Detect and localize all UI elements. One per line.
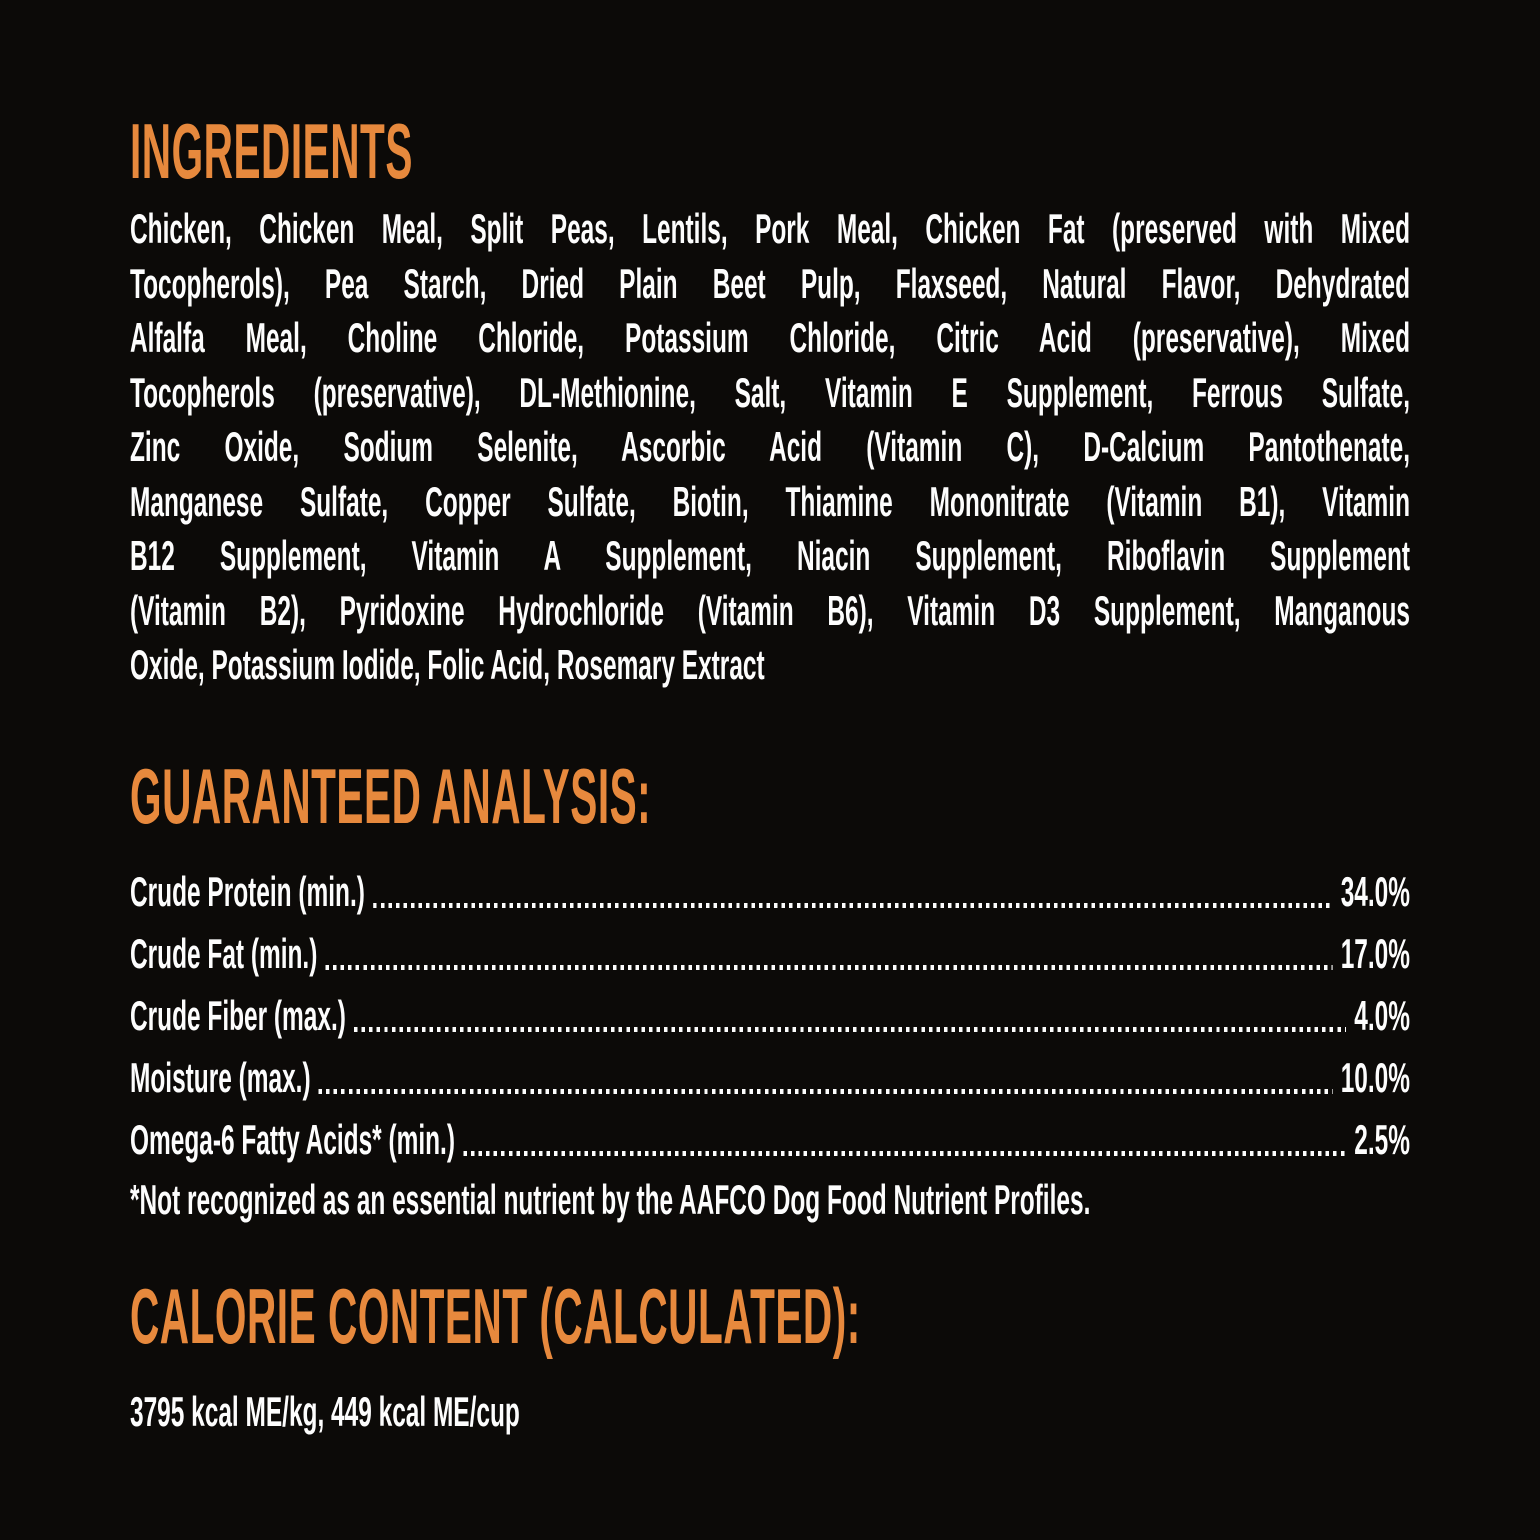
analysis-value: 17.0%	[1340, 930, 1411, 978]
analysis-row-moisture	[130, 1039, 1410, 1101]
ingredients-line: Zinc Oxide, Sodium Selenite, Ascorbic Acid (Vitamin C), D-Calcium Pantothenate,	[130, 423, 1411, 470]
guaranteed-analysis-heading-text: GUARANTEED ANALYSIS:	[130, 751, 652, 840]
dotted-leader	[319, 1089, 1333, 1094]
analysis-row-omega6	[130, 1101, 1410, 1163]
analysis-value: 2.5%	[1354, 1116, 1411, 1164]
guaranteed-analysis-heading	[130, 751, 1410, 840]
calorie-content-heading-text: CALORIE CONTENT (CALCULATED):	[130, 1271, 861, 1360]
analysis-row-crude-fat	[130, 915, 1410, 977]
analysis-row-crude-fiber	[130, 977, 1410, 1039]
ingredients-line: (Vitamin B2), Pyridoxine Hydrochloride (Vitamin B6), Vitamin D3 Supplement, Manganous	[130, 586, 1411, 634]
ingredients-paragraph	[130, 202, 1410, 693]
ingredients-line: Chicken, Chicken Meal, Split Peas, Lentils, Pork Meal, Chicken Fat (preserved with Mixed	[130, 205, 1411, 252]
ingredients-line: Tocopherols (preservative), DL-Methionine, Salt, Vitamin E Supplement, Ferrous Sulfate,	[130, 368, 1411, 416]
analysis-row-crude-protein	[130, 853, 1410, 915]
calorie-content-value: 3795 kcal ME/kg, 449 kcal ME/cup	[130, 1387, 520, 1435]
dotted-leader	[354, 1027, 1346, 1032]
analysis-value: 34.0%	[1340, 868, 1411, 916]
dotted-leader	[463, 1151, 1346, 1156]
dotted-leader	[325, 965, 1332, 970]
aafco-footnote: *Not recognized as an essential nutrient by the AAFCO Dog Food Nutrient Profiles.	[130, 1175, 1091, 1223]
analysis-value: 10.0%	[1340, 1054, 1411, 1102]
calorie-content-block	[130, 1385, 1410, 1439]
analysis-label: Crude Fat (min.)	[130, 930, 318, 978]
dotted-leader	[373, 903, 1333, 908]
ingredients-line: Alfalfa Meal, Choline Chloride, Potassium Chloride, Citric Acid (preservative), Mixed	[130, 314, 1411, 361]
analysis-label: Moisture (max.)	[130, 1054, 311, 1102]
calorie-content-heading	[130, 1271, 1410, 1360]
ingredients-heading-text: INGREDIENTS	[130, 107, 413, 195]
guaranteed-analysis-table	[130, 853, 1410, 1227]
analysis-value: 4.0%	[1354, 992, 1411, 1040]
ingredients-line: B12 Supplement, Vitamin A Supplement, Niacin Supplement, Riboflavin Supplement	[130, 532, 1411, 579]
ingredients-line: Oxide, Potassium Iodide, Folic Acid, Rosemary Extract	[130, 641, 765, 688]
ingredients-heading	[130, 107, 1410, 195]
analysis-label: Crude Protein (min.)	[130, 868, 365, 916]
ingredients-line: Tocopherols), Pea Starch, Dried Plain Beet Pulp, Flaxseed, Natural Flavor, Dehydrated	[130, 259, 1411, 307]
ingredients-line: Manganese Sulfate, Copper Sulfate, Biotin, Thiamine Mononitrate (Vitamin B1), Vitamin	[130, 477, 1411, 525]
analysis-label: Omega-6 Fatty Acids* (min.)	[130, 1116, 455, 1164]
analysis-label: Crude Fiber (max.)	[130, 992, 346, 1040]
